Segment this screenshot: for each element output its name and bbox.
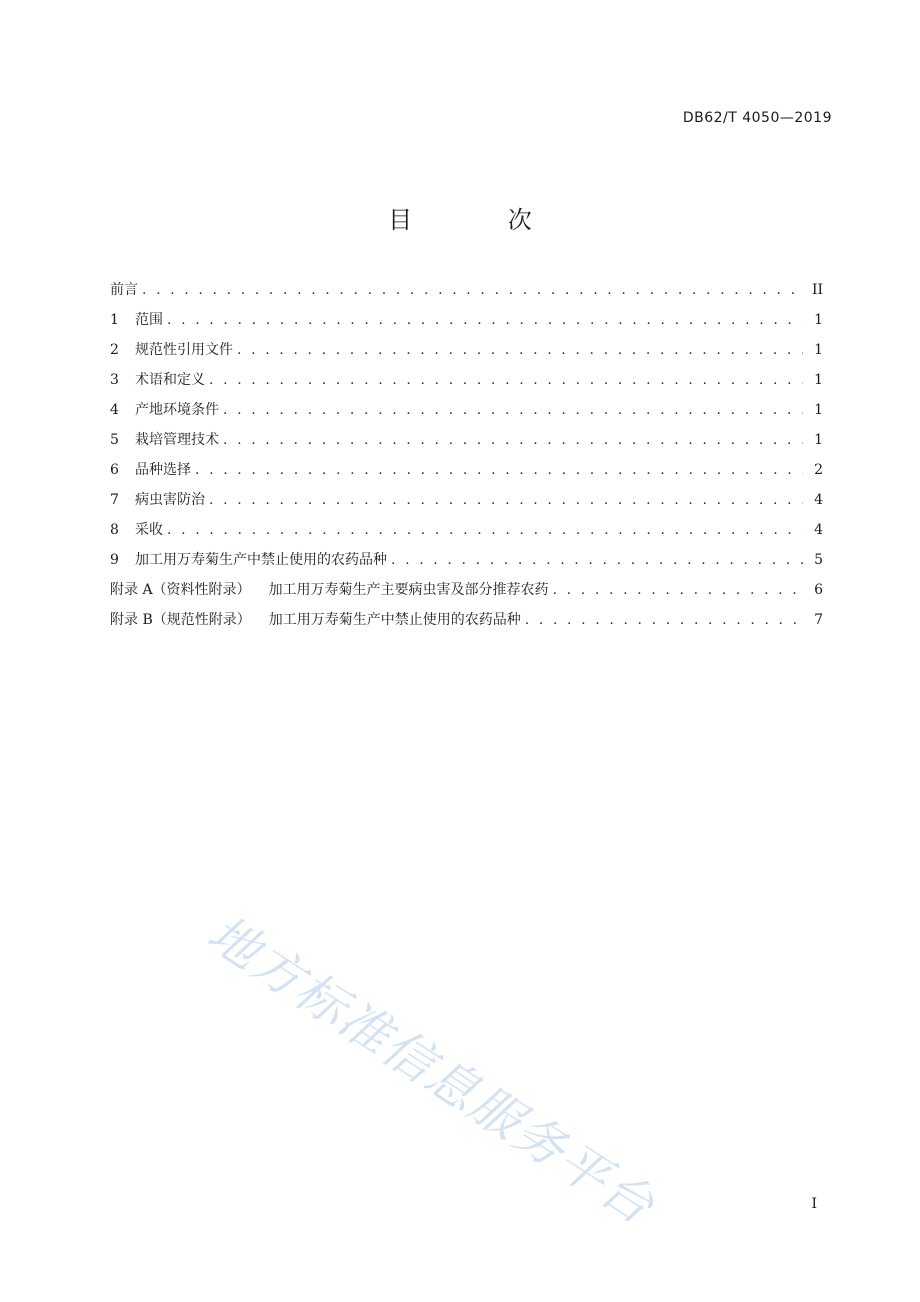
toc-entry-number: 4	[110, 402, 119, 418]
toc-entry-label: 加工用万寿菊生产中禁止使用的农药品种	[135, 552, 387, 568]
toc-entry-subtitle: 加工用万寿菊生产主要病虫害及部分推荐农药	[268, 582, 549, 598]
toc-leader-dots	[223, 425, 803, 455]
toc-entry-number: 7	[110, 492, 119, 508]
toc-entry-page: 5	[814, 552, 823, 568]
toc-entry-label: 附录 A（资料性附录）	[110, 582, 251, 598]
toc-entry-label: 规范性引用文件	[135, 342, 233, 358]
toc-entry-label: 品种选择	[135, 462, 191, 478]
toc-entry-label: 病虫害防治	[135, 492, 205, 508]
toc-leader-dots	[391, 545, 803, 575]
toc-entry-banned-pesticides[interactable]	[110, 545, 823, 575]
toc-entry-appendix-b[interactable]	[110, 605, 823, 635]
toc-entry-harvest[interactable]	[110, 515, 823, 545]
toc-entry-page: 2	[814, 462, 823, 478]
document-code: DB62/T 4050—2019	[682, 110, 832, 126]
toc-leader-dots	[195, 455, 803, 485]
toc-entry-number: 2	[110, 342, 119, 358]
toc-leader-dots	[167, 515, 803, 545]
toc-leader-dots	[223, 395, 803, 425]
toc-leader-dots	[167, 305, 803, 335]
toc-leader-dots	[553, 575, 803, 605]
toc-entry-label: 术语和定义	[135, 372, 205, 388]
toc-entry-appendix-a[interactable]	[110, 575, 823, 605]
page-title: 目 次	[388, 206, 576, 234]
toc-entry-number: 3	[110, 372, 119, 388]
toc-entry-label: 范围	[135, 312, 163, 328]
toc-entry-number: 6	[110, 462, 119, 478]
toc-entry-label: 附录 B（规范性附录）	[110, 612, 251, 628]
toc-entry-page: 4	[814, 492, 823, 508]
toc-entry-number: 1	[110, 312, 119, 328]
toc-leader-dots	[237, 335, 803, 365]
toc-entry-page: 4	[814, 522, 823, 538]
toc-entry-page: 1	[814, 372, 823, 388]
toc-entry-number: 8	[110, 522, 119, 538]
table-of-contents	[110, 275, 823, 635]
toc-entry-page: 7	[814, 612, 823, 628]
toc-entry-environment[interactable]	[110, 395, 823, 425]
toc-entry-subtitle: 加工用万寿菊生产中禁止使用的农药品种	[268, 612, 521, 628]
toc-leader-dots	[142, 275, 803, 305]
toc-entry-page: II	[811, 282, 823, 298]
toc-entry-label: 前言	[110, 282, 138, 298]
toc-entry-scope[interactable]	[110, 305, 823, 335]
toc-entry-page: 1	[814, 432, 823, 448]
toc-entry-cultivation[interactable]	[110, 425, 823, 455]
toc-entry-number: 9	[110, 552, 119, 568]
toc-entry-page: 1	[814, 342, 823, 358]
toc-leader-dots	[525, 605, 803, 635]
page-number: I	[811, 1196, 817, 1212]
toc-entry-variety[interactable]	[110, 455, 823, 485]
toc-entry-foreword[interactable]	[110, 275, 823, 305]
toc-entry-normative-references[interactable]	[110, 335, 823, 365]
toc-entry-label: 栽培管理技术	[135, 432, 219, 448]
toc-entry-page: 6	[814, 582, 823, 598]
toc-leader-dots	[209, 365, 803, 395]
watermark-text: 地方标准信息服务平台	[197, 904, 666, 1237]
toc-entry-number: 5	[110, 432, 119, 448]
toc-entry-page: 1	[814, 402, 823, 418]
toc-entry-terms-definitions[interactable]	[110, 365, 823, 395]
toc-entry-label: 产地环境条件	[135, 402, 219, 418]
toc-entry-page: 1	[814, 312, 823, 328]
toc-entry-pest-control[interactable]	[110, 485, 823, 515]
toc-entry-label: 采收	[135, 522, 163, 538]
toc-leader-dots	[209, 485, 803, 515]
